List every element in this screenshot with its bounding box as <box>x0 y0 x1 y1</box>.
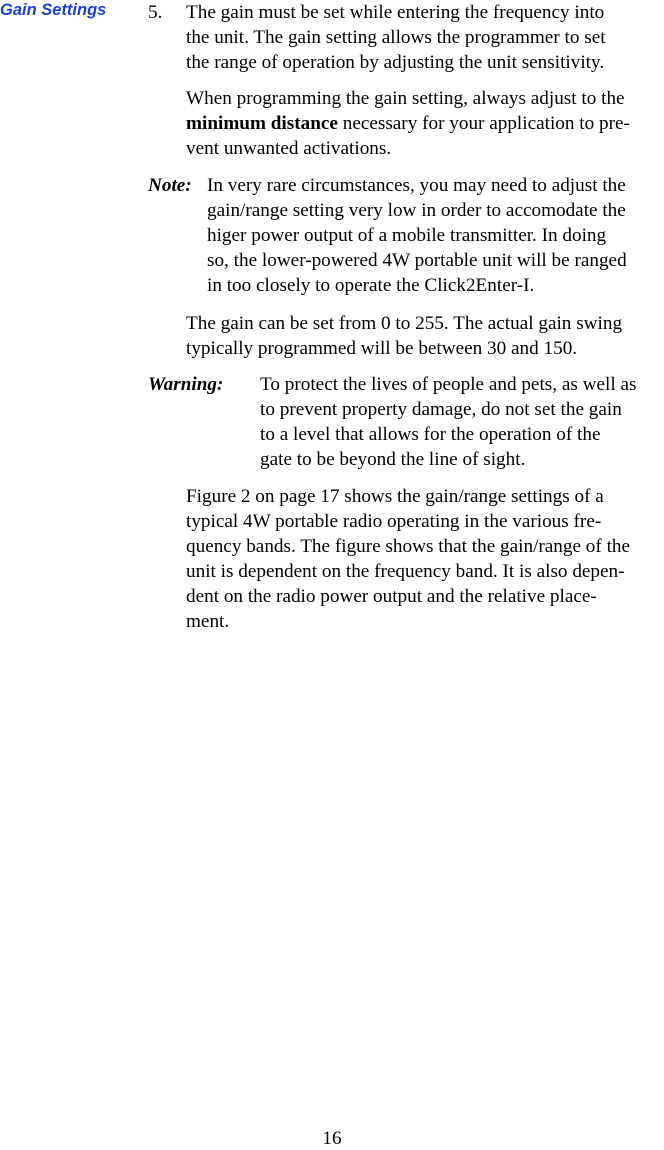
paragraph-line: dent on the radio power output and the relative place- <box>186 586 597 607</box>
paragraph-line: When programming the gain setting, always adjust to the <box>186 88 625 109</box>
warning-line: gate to be beyond the line of sight. <box>260 449 526 470</box>
warning-line: to prevent property damage, do not set the gain <box>260 399 622 420</box>
list-item-line: the range of operation by adjusting the unit sensitivity. <box>186 52 605 73</box>
paragraph-minimum-distance <box>186 86 664 161</box>
paragraph-line: vent unwanted activations. <box>186 138 392 159</box>
paragraph-line: typically programmed will be between 30 and 150. <box>186 338 578 359</box>
note-body <box>207 173 664 298</box>
paragraph-line: typical 4W portable radio operating in the various fre- <box>186 511 602 532</box>
list-item-body <box>186 0 664 75</box>
paragraph-line: ment. <box>186 611 230 632</box>
paragraph-text: necessary for your application to pre- <box>337 113 630 134</box>
emphasis-text: minimum distance <box>186 113 338 134</box>
section-side-heading: Gain Settings <box>0 1 107 19</box>
list-item-line: The gain must be set while entering the frequency into <box>186 2 605 23</box>
list-item-line: the unit. The gain setting allows the programmer to set <box>186 27 606 48</box>
note-label: Note: <box>148 175 192 196</box>
warning-line: To protect the lives of people and pets, as well as <box>260 374 637 395</box>
page-number: 16 <box>322 1128 342 1149</box>
note-line: In very rare circumstances, you may need to adjust the <box>207 175 626 196</box>
list-item-number: 5. <box>148 2 163 23</box>
paragraph-line: unit is dependent on the frequency band. It is also depen- <box>186 561 625 582</box>
warning-label: Warning: <box>148 374 224 395</box>
paragraph-line: Figure 2 on page 17 shows the gain/range settings of a <box>186 486 604 507</box>
warning-body <box>260 372 664 472</box>
warning-line: to a level that allows for the operation of the <box>260 424 601 445</box>
note-line: in too closely to operate the Click2Enter-I. <box>207 275 535 296</box>
paragraph-gain-range <box>186 311 664 361</box>
paragraph-line: The gain can be set from 0 to 255. The actual gain swing <box>186 313 623 334</box>
note-line: gain/range setting very low in order to accomodate the <box>207 200 626 221</box>
note-line: higer power output of a mobile transmitter. In doing <box>207 225 607 246</box>
paragraph-line: quency bands. The figure shows that the gain/range of the <box>186 536 631 557</box>
paragraph-line <box>186 111 664 136</box>
paragraph-figure-reference <box>186 484 664 634</box>
note-line: so, the lower-powered 4W portable unit will be ranged <box>207 250 627 271</box>
